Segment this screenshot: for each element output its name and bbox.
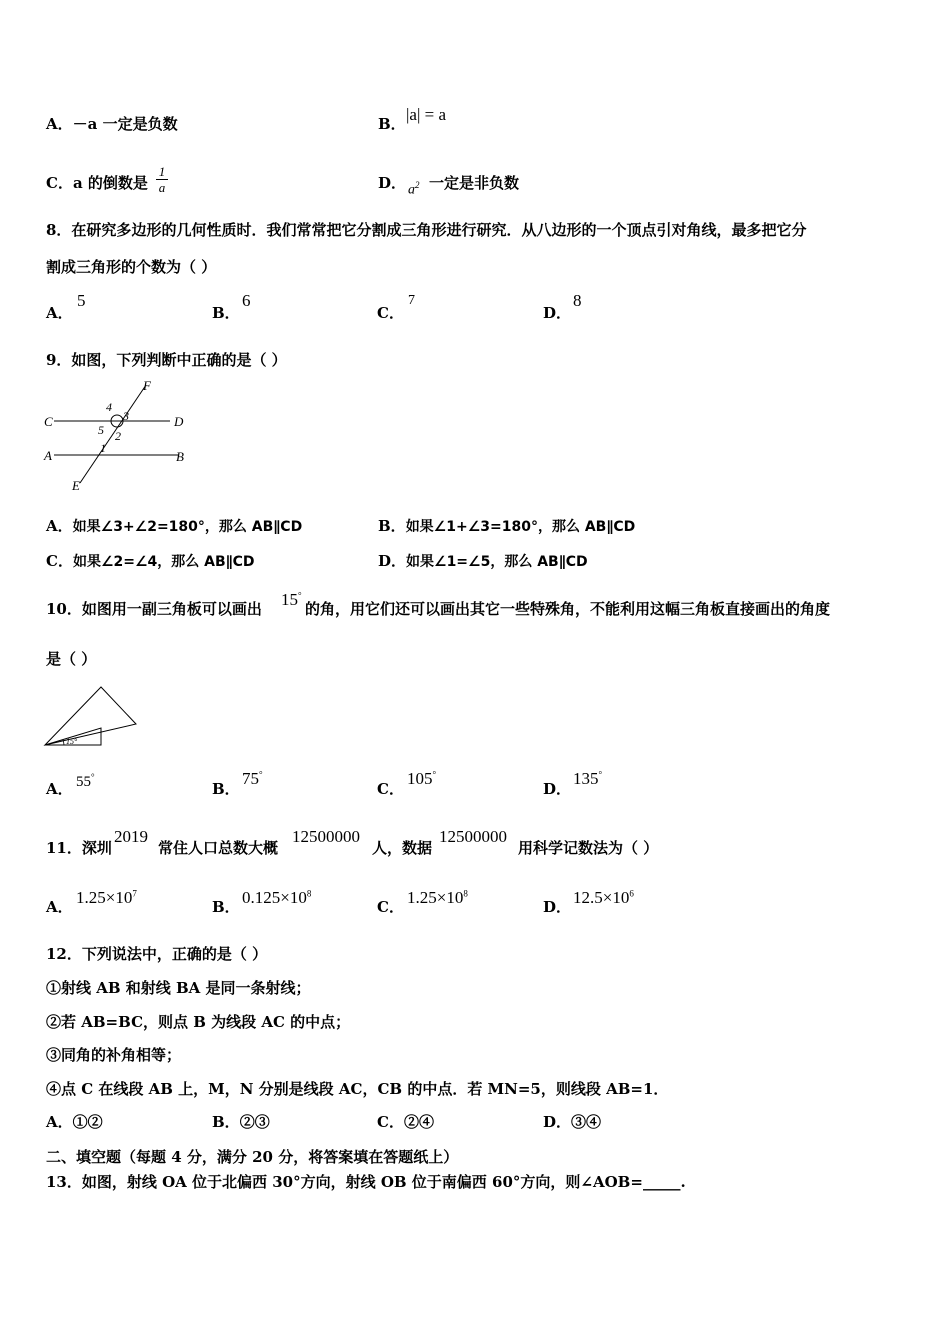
q10-option-d-value: 135° <box>573 769 603 788</box>
q8-option-d-value: 8 <box>573 291 582 310</box>
q11-year: 2019 <box>114 827 148 846</box>
q11-option-a-value: $1.25\times 10^7$ <box>76 888 137 907</box>
q11-option-d: D． <box>543 898 572 916</box>
q12-option-a: A．①② <box>46 1113 103 1131</box>
q9-option-d: D．如果∠1=∠5，那么 AB∥CD <box>378 552 588 570</box>
q7-a-text: －a 一定是负数 <box>72 115 178 133</box>
q10-stem-start: 10．如图用一副三角板可以画出 <box>46 600 262 618</box>
q8-option-d: D． <box>543 304 572 322</box>
q11-option-b-value: $0.125\times 10^8$ <box>242 888 312 907</box>
q11-stem-3: 人，数据 <box>372 839 433 857</box>
q11-option-c: C． <box>377 898 404 916</box>
q11-stem-2: 常住人口总数大概 <box>158 839 279 857</box>
label-d: D <box>174 414 184 429</box>
q7-c-numerator: 1 <box>158 164 166 179</box>
label-a: A <box>44 448 52 463</box>
q13-text: 13．如图，射线 OA 位于北偏西 30°方向，射线 OB 位于南偏西 60°方向，则∠AOB= <box>46 1173 643 1191</box>
q12-option-c: C．②④ <box>377 1113 434 1131</box>
q8-option-b-value: 6 <box>242 291 251 310</box>
q8-stem-line2: 割成三角形的个数为（ ） <box>46 258 217 276</box>
q10-option-b-value: 75° <box>242 769 263 788</box>
label-3: 3 <box>123 409 129 423</box>
label-f: F <box>143 378 151 393</box>
q7-option-b-label: B． <box>378 115 406 133</box>
q8-option-a-value: 5 <box>77 291 86 310</box>
q10-option-b: B． <box>212 780 240 798</box>
label-e: E <box>72 478 80 493</box>
q12-statement-1: ①射线 AB 和射线 BA 是同一条射线； <box>46 979 311 997</box>
q11-option-b: B． <box>212 898 240 916</box>
q13-answer-blank[interactable]: _____ <box>642 1173 681 1191</box>
q12-statement-2: ②若 AB=BC，则点 B 为线段 AC 的中点； <box>46 1013 351 1031</box>
q10-option-a: A． <box>46 780 73 798</box>
label-4: 4 <box>106 400 112 414</box>
section-heading: 二、填空题（每题 4 分，满分 20 分，将答案填在答题纸上） <box>46 1148 459 1166</box>
label-c: C <box>44 414 53 429</box>
q8-option-c-value: 7 <box>408 293 415 308</box>
q11-number-2: 12500000 <box>439 827 507 846</box>
triangle-45 <box>45 687 136 745</box>
q9-option-b: B．如果∠1+∠3=180°，那么 AB∥CD <box>378 517 636 535</box>
q7-d-text: 一定是非负数 <box>429 174 520 192</box>
q7-c-fraction <box>156 165 168 194</box>
q10-option-a-value: 55° <box>76 772 95 790</box>
q11-stem-4: 用科学记数法为（ ） <box>518 839 659 857</box>
q10-stem-end: 的角，用它们还可以画出其它一些特殊角，不能利用这幅三角板直接画出的角度 <box>305 600 831 618</box>
q7-d-base: $a^2$ <box>408 180 420 198</box>
q8-option-c: C． <box>377 304 404 322</box>
q13-stem <box>46 1175 686 1190</box>
q7-b-expression: |a| = a <box>406 105 446 124</box>
label-b: B <box>176 449 184 464</box>
q11-option-d-value: $12.5\times 10^6$ <box>573 888 634 907</box>
q12-statement-3: ③同角的补角相等； <box>46 1046 182 1064</box>
label-1: 1 <box>100 441 106 455</box>
q10-option-c: C． <box>377 780 404 798</box>
q12-statement-4: ④点 C 在线段 AB 上，M，N 分别是线段 AC，CB 的中点．若 MN=5，则线段 AB=1． <box>46 1080 669 1098</box>
q11-option-a: A． <box>46 898 73 916</box>
q12-stem: 12．下列说法中，正确的是（ ） <box>46 945 268 963</box>
q11-option-c-value: $1.25\times 10^8$ <box>407 888 468 907</box>
q10-option-c-value: 105° <box>407 769 437 788</box>
q12-option-b: B．②③ <box>212 1113 270 1131</box>
q7-d-exponent: 2 <box>415 180 420 190</box>
q10-figure <box>42 684 142 750</box>
q7-c-label: C． <box>46 174 73 192</box>
q7-option-c <box>46 176 148 191</box>
q10-figure-label: 15° <box>66 737 78 746</box>
q7-c-denominator: a <box>158 180 166 195</box>
q8-option-b: B． <box>212 304 240 322</box>
q9-figure <box>40 377 200 497</box>
label-2: 2 <box>115 429 121 443</box>
q8-option-a: A． <box>46 304 73 322</box>
q12-option-d: D．③④ <box>543 1113 602 1131</box>
q11-stem-1: 11．深圳 <box>46 839 112 857</box>
q7-c-text: a 的倒数是 <box>72 174 148 192</box>
q7-option-d-label: D． <box>378 174 407 192</box>
line-ef <box>80 385 146 483</box>
q10-stem-line2: 是（ ） <box>46 650 97 668</box>
q10-angle: 15° <box>281 590 302 609</box>
q9-option-a: A．如果∠3+∠2=180°，那么 AB∥CD <box>46 517 303 535</box>
q9-stem: 9．如图，下列判断中正确的是（ ） <box>46 351 287 369</box>
q7-a-label: A． <box>46 115 73 133</box>
q13-end: . <box>680 1173 686 1191</box>
q11-number-1: 12500000 <box>292 827 360 846</box>
q7-option-a <box>46 117 178 132</box>
q10-option-d: D． <box>543 780 572 798</box>
q9-option-c: C．如果∠2=∠4，那么 AB∥CD <box>46 552 255 570</box>
q8-stem-line1: 8．在研究多边形的几何性质时．我们常常把它分割成三角形进行研究．从八边形的一个顶点引对角线，最多把它分 <box>46 221 807 239</box>
label-5: 5 <box>98 423 104 437</box>
